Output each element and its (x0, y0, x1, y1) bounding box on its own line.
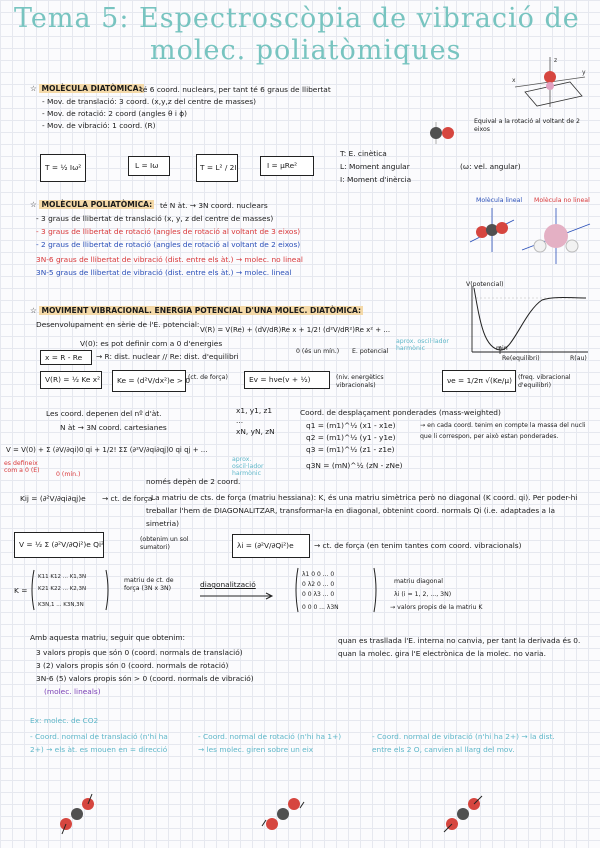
matrix-label: matriu de ct. de força (3N x 3N) (124, 577, 174, 592)
xyz-last: xN, yN, zN (236, 427, 275, 436)
min-note: 0 (és un mín.) (296, 348, 340, 355)
page-subtitle: molec. poliatòmiques (150, 35, 462, 66)
energy-levels-note: (niv. energètics vibracionals) (336, 374, 384, 389)
formula-box-kinetic: T = ½ Iω² (40, 154, 86, 182)
expansion-note-zero: es defineix com a 0 (E) (4, 460, 40, 474)
normal-potential-box: V = ½ Σ (∂²V/∂Qi²)e Qi² (14, 532, 104, 558)
polyatomic-item: - 3 graus de llibertat de translació (x, y, z del centre de masses) (36, 214, 274, 223)
eigen-linear-note: (molec. lineals) (44, 687, 101, 696)
diagonalization-arrow (200, 592, 276, 600)
svg-text:0 λ2 0 ... 0: 0 λ2 0 ... 0 (302, 581, 335, 588)
kij-definition: Kij = (∂²V/∂qi∂qj)e (20, 494, 86, 503)
frequency-note: (freq. vibracional d'equilibri) (518, 374, 571, 389)
zero-note: V(0): es pot definir com a 0 d'energies (80, 339, 223, 348)
xyz-dots: ... (236, 416, 244, 425)
co2-vibration: - Coord. normal de vibració (n'hi ha 2+) → la dist. entre els 2 O, canvien al llarg del mov. (372, 732, 555, 754)
frequency-box: νe = 1/2π √(Ke/μ) (442, 370, 516, 392)
lambda-note: → ct. de força (en tenim tantes com coord. vibracionals) (314, 541, 522, 550)
graph-req-label: Re(equilibri) (502, 355, 540, 362)
potential-expansion: V = V(0) + Σ (∂V/∂qi)0 qi + 1/2! ΣΣ (∂²V/∂qi∂qj)0 qi qj + ... (6, 446, 208, 454)
weighted-title: Coord. de desplaçament ponderades (mass-weighted) (300, 408, 501, 417)
diagonal-matrix (294, 566, 378, 614)
force-constant-box: Ke = (d²V/dx²)e > 0 (112, 370, 186, 392)
lambda-box: λi = (∂²V/∂Qi²)e (232, 534, 310, 558)
co2-rotation: - Coord. normal de rotació (n'hi ha 1+) → les molec. giren sobre un eix (198, 732, 342, 754)
diatomic-item: - Mov. de rotació: 2 coord (angles θ i ϕ) (42, 109, 188, 118)
graph-x-label: R(au) (570, 355, 587, 362)
polyatomic-item: 3N-6 graus de llibertat de vibració (dist. entre els àt.) → molec. no lineal (36, 255, 303, 264)
svg-text:x: x (512, 77, 516, 84)
weighted-q: q2 = (m1)^½ (y1 - y1e) (306, 433, 396, 442)
rotation-axes-illustration (510, 52, 590, 112)
nonlinear-molecule-icon (516, 206, 596, 266)
svg-text:K11 K12 ... K1,3N: K11 K12 ... K1,3N (38, 574, 87, 580)
polyatomic-item: - 2 graus de llibertat de rotació (angles de rotació al voltant de 2 eixos) (36, 240, 301, 249)
co2-vibration-icon (438, 790, 488, 840)
diag-note-1: matriu diagonal (394, 578, 443, 585)
force-constant-matrix (30, 568, 110, 612)
legend-i: I: Moment d'inèrcia (340, 175, 412, 184)
eigen-item: 3 (2) valors propis són 0 (coord. normals de rotació) (36, 661, 229, 670)
svg-text:K21 K22 ... K2,3N: K21 K22 ... K2,3N (38, 586, 87, 592)
svg-text:0 0 λ3 ... 0: 0 0 λ3 ... 0 (302, 591, 335, 598)
svg-text:λ1 0 0 ... 0: λ1 0 0 ... 0 (302, 571, 335, 578)
svg-text:K3N,1 ... K3N,3N: K3N,1 ... K3N,3N (38, 602, 84, 608)
diag-note-2: λi (i = 1, 2, ..., 3N) (394, 591, 452, 598)
graph-min-label: min (496, 345, 508, 352)
legend-omega: (ω: vel. angular) (460, 162, 521, 171)
graph-y-label: V(potencial) (466, 281, 504, 288)
diag-note-3: → valors propis de la matriu K (390, 604, 483, 611)
kij-note: → ct. de força (102, 494, 153, 503)
weighted-q: q1 = (m1)^½ (x1 - x1e) (306, 421, 396, 430)
coords-line1: Les coord. depenen del nº d'àt. (46, 409, 162, 418)
harmonic-potential-box: V(R) = ½ Ke x² (40, 371, 102, 389)
polyatomic-item: 3N-5 graus de llibertat de vibració (dist. entre els àt.) → molec. lineal (36, 268, 292, 277)
co2-translation: - Coord. normal de translació (n'hi ha 2+) → els àt. es mouen en = direcció (30, 732, 168, 754)
matrix-k-symbol: K = (14, 586, 28, 595)
formula-box-inertia: I = μRe² (260, 156, 314, 176)
diagonalization-label: diagonalització (200, 580, 256, 589)
rotation-note: Equival a la rotació al voltant de 2 eixos (474, 118, 580, 133)
diatomic-item: - Mov. de vibració: 1 coord. (R) (42, 121, 156, 130)
svg-text:z: z (554, 57, 558, 64)
formula-box-angular: L = Iω (128, 156, 170, 176)
page-title: Tema 5: Espectroscòpia de vibració de (14, 3, 580, 34)
linear-molecule-label: Molècula lineal (476, 197, 523, 204)
polyatomic-item: - 3 graus de llibertat de rotació (angles de rotació al voltant de 3 eixos) (36, 227, 301, 236)
expansion-note-min: 0 (mín.) (56, 471, 81, 478)
vibrational-energy-box: Ev = hνe(v + ½) (244, 371, 330, 389)
co2-rotation-icon (258, 790, 308, 840)
series-expression: V(R) = V(Re) + (dV/dR)Re x + 1/2! (d²V/dR²)Re x² + ... (200, 326, 391, 334)
coords-line2: N àt → 3N coord. cartesianes (60, 423, 167, 432)
co2-title: Ex: molec. de CO2 (30, 716, 99, 725)
weighted-q: q3N = (mN)^½ (zN - zNe) (306, 461, 403, 470)
x-definition-box: x = R - Re (40, 350, 92, 365)
expansion-note-harmonic: aprox. oscil·lador harmònic (232, 456, 264, 477)
diatomic-heading: ☆ MOLÈCULA DIATÒMICA: (30, 84, 142, 93)
xyz-first: x1, y1, z1 (236, 406, 273, 415)
linear-molecule-icon (462, 206, 522, 256)
svg-text:0 0 0 ... λ3N: 0 0 0 ... λ3N (302, 604, 339, 611)
hessian-text: - La matriu de cts. de força (matriu hessiana): K, és una matriu simètrica però no diagonal (K coord. qi). Per poder-hi treballar l'hem de DIAGONALITZAR, transformar-la en diagonal, obtenint coord. normals Qi (i.e. adaptades a la simetria) (146, 493, 578, 528)
diatomic-intro: té 6 coord. nuclears, per tant té 6 graus de llibertat (140, 85, 331, 94)
weighted-q: q3 = (m1)^½ (z1 - z1e) (306, 445, 395, 454)
nonlinear-molecule-label: Molècula no lineal (534, 197, 590, 204)
co2-translation-icon (52, 790, 102, 840)
eigen-explanation: quan es trasllada l'E. interna no canvia, per tant la derivada és 0. quan la molec. gira l'E electrònica de la molec. no varia. (338, 636, 581, 658)
potential-energy-graph (462, 282, 592, 362)
diatomic-item: - Mov. de translació: 3 coord. (x,y,z del centre de masses) (42, 97, 256, 106)
eigen-item: 3N-6 (5) valors propis són > 0 (coord. normals de vibració) (36, 674, 254, 683)
formula-box-energy-l: T = L² / 2I (196, 154, 238, 182)
harmonic-note: aprox. oscil·lador harmònic (396, 338, 449, 352)
normal-potential-note: (obtenim un sol sumatori) (140, 536, 189, 551)
expansion-note-coords: només depèn de 2 coord. (146, 477, 241, 486)
force-constant-note: (ct. de força) (188, 374, 228, 381)
svg-text:y: y (582, 69, 586, 76)
eigen-item: 3 valors propis que són 0 (coord. normals de translació) (36, 648, 243, 657)
polyatomic-intro: té N àt. → 3N coord. nuclears (160, 201, 268, 210)
eigen-intro: Amb aquesta matriu, seguir que obtenim: (30, 633, 186, 642)
legend-t: T: E. cinètica (340, 149, 387, 158)
vibration-heading: ☆ MOVIMENT VIBRACIONAL. ENERGIA POTENCIAL D'UNA MOLEC. DIATÒMICA: (30, 306, 362, 315)
x-explanation: → R: dist. nuclear // Re: dist. d'equilibri (96, 352, 239, 361)
diatomic-molecule-icon (428, 118, 464, 148)
epot-note: E. potencial (352, 348, 389, 355)
polyatomic-heading: ☆ MOLÈCULA POLIATÒMICA: (30, 200, 153, 209)
legend-l: L: Moment angular (340, 162, 410, 171)
series-intro: Desenvolupament en sèrie de l'E. potencial: (36, 320, 200, 329)
weighted-note: → en cada coord. tenim en compte la massa del nucli que li correspon, per això estan ponderades. (420, 422, 586, 440)
